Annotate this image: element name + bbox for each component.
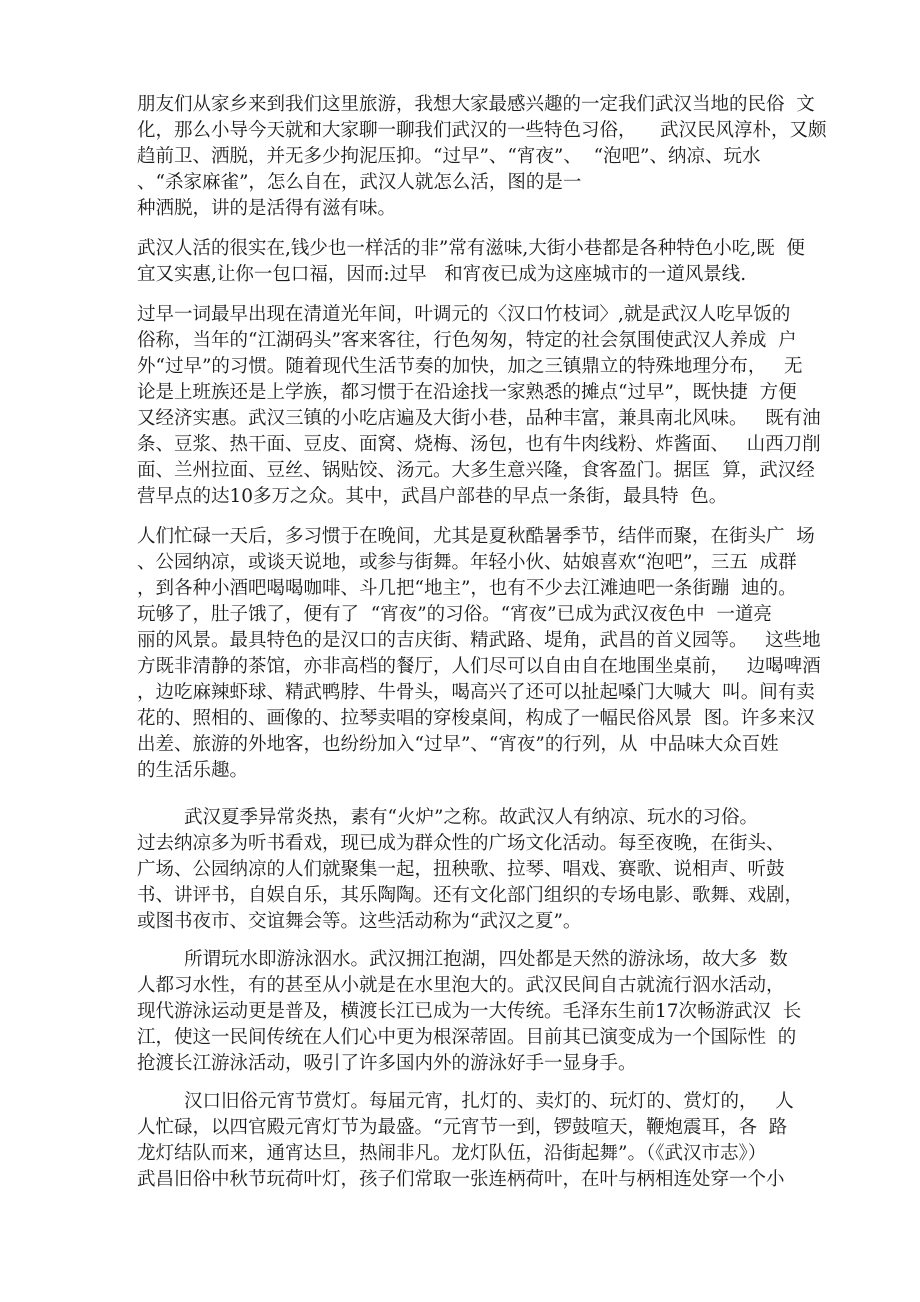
- text-line: 又经济实惠。武汉三镇的小吃店遍及大街小巷，品种丰富，兼具南北风味。 既有油: [137, 408, 821, 429]
- text-line: 种洒脱，讲的是活得有滋有味。: [137, 198, 397, 219]
- text-line: 广场、公园纳凉的人们就聚集一起，扭秧歌、拉琴、唱戏、赛歌、说相声、听鼓: [137, 859, 785, 880]
- text-line: 外“过早”的习惯。随着现代生活节奏的加快，加之三镇鼎立的特殊地理分布， 无: [137, 356, 803, 377]
- text-line: 武汉夏季异常炎热，素有“火炉”之称。故武汉人有纳凉、玩水的习俗。: [137, 807, 758, 828]
- text-line: 现代游泳运动更是普及，横渡长江已成为一大传统。毛泽东生前17次畅游武汉 长: [137, 1001, 802, 1022]
- text-line: 、公园纳凉，或谈天说地，或参与街舞。年轻小伙、姑娘喜欢“泡吧”，三五 成群: [137, 552, 797, 573]
- text-line: 面、兰州拉面、豆丝、锅贴饺、汤元。大多生意兴隆，食客盈门。据匡 算，武汉经: [137, 460, 815, 481]
- text-line: 武昌旧俗中秋节玩荷叶灯，孩子们常取一张连柄荷叶，在叶与柄相连处穿一个小: [137, 1169, 785, 1190]
- text-line: 人们忙碌一天后，多习惯于在晚间，尤其是夏秋酷暑季节，结伴而聚，在街头广 场: [137, 526, 815, 547]
- text-line: 玩够了，肚子饿了，便有了 “宵夜”的习俗。“宵夜”已成为武汉夜色中 一道亮: [137, 604, 772, 625]
- text-line: 朋友们从家乡来到我们这里旅游，我想大家最感兴趣的一定我们武汉当地的民俗 文: [137, 94, 815, 115]
- text-line: 过早一词最早出现在清道光年间，叶调元的〈汉口竹枝词〉,就是武汉人吃早饭的: [137, 304, 791, 325]
- text-line: 汉口旧俗元宵节赏灯。每届元宵，扎灯的、卖灯的、玩灯的、赏灯的， 人: [137, 1091, 794, 1112]
- text-line: 或图书夜市、交谊舞会等。这些活动称为“武汉之夏”。: [137, 911, 582, 932]
- text-line: 人忙碌，以四官殿元宵灯节为最盛。“元宵节一到，锣鼓喧天，鞭炮震耳，各 路: [137, 1117, 788, 1138]
- text-line: 宜又实惠,让你一包口福，因而:过早 和宵夜已成为这座城市的一道风景线.: [137, 264, 747, 285]
- text-line: 花的、照相的、画像的、拉琴卖唱的穿梭桌间，构成了一幅民俗风景 图。许多来汉: [137, 708, 815, 729]
- text-line: 江，使这一民间传统在人们心中更为根深蒂固。目前其已演变成为一个国际性 的: [137, 1027, 797, 1048]
- text-line: 化，那么小导今天就和大家聊一聊我们武汉的一些特色习俗， 武汉民风淳朴，又颇: [137, 120, 827, 141]
- text-line: ，到各种小酒吧喝喝咖啡、斗几把“地主”，也有不少去江滩迪吧一条街蹦 迪的。: [137, 578, 797, 599]
- text-line: 营早点的达10多万之众。其中，武昌户部巷的早点一条街，最具特 色。: [137, 486, 728, 507]
- text-line: 的生活乐趣。: [137, 760, 249, 781]
- text-line: 过去纳凉多为听书看戏，现已成为群众性的广场文化活动。每至夜晚，在街头、: [137, 833, 785, 854]
- text-line: 抢渡长江游泳活动，吸引了许多国内外的游泳好手一显身手。: [137, 1053, 637, 1074]
- text-line: 丽的风景。最具特色的是汉口的吉庆街、精武路、堤角，武昌的首义园等。 这些地: [137, 630, 821, 651]
- text-line: ，边吃麻辣虾球、精武鸭脖、牛骨头，喝高兴了还可以扯起嗓门大喊大 叫。间有卖: [137, 682, 815, 703]
- text-line: 俗称，当年的“江湖码头”客来客往，行色匆匆，特定的社会氛围使武汉人养成 户: [137, 330, 797, 351]
- text-line: 龙灯结队而来，通宵达旦，热闹非凡。龙灯队伍，沿街起舞”。（《武汉市志》）: [137, 1143, 767, 1164]
- text-line: 方既非清静的茶馆，亦非高档的餐厅，人们尽可以自由自在地围坐桌前， 边喝啤酒: [137, 656, 821, 677]
- text-line: 出差、旅游的外地客，也纷纷加入“过早”、“宵夜”的行列，从 中品味大众百姓: [137, 734, 779, 755]
- text-line: 所谓玩水即游泳泅水。武汉拥江抱湖，四处都是天然的游泳场，故大多 数: [137, 949, 788, 970]
- text-line: 趋前卫、洒脱，并无多少拘泥压抑。“过早”、“宵夜”、 “泡吧”、纳凉、玩水: [137, 146, 761, 167]
- text-line: 武汉人活的很实在,钱少也一样活的非”常有滋味,大街小巷都是各种特色小吃,既 便: [137, 238, 805, 259]
- text-line: 书、讲评书，自娱自乐，其乐陶陶。还有文化部门组织的专场电影、歌舞、戏剧，: [137, 885, 804, 906]
- text-line: 人都习水性，有的甚至从小就是在水里泡大的。武汉民间自古就流行泅水活动，: [137, 975, 785, 996]
- text-line: 、“杀家麻雀”，怎么自在，武汉人就怎么活，图的是一: [137, 172, 582, 193]
- text-line: 条、豆浆、热干面、豆皮、面窝、烧梅、汤包，也有牛肉线粉、炸酱面、 山西刀削: [137, 434, 821, 455]
- text-line: 论是上班族还是上学族，都习惯于在沿途找一家熟悉的摊点“过早”，既快捷 方便: [137, 382, 797, 403]
